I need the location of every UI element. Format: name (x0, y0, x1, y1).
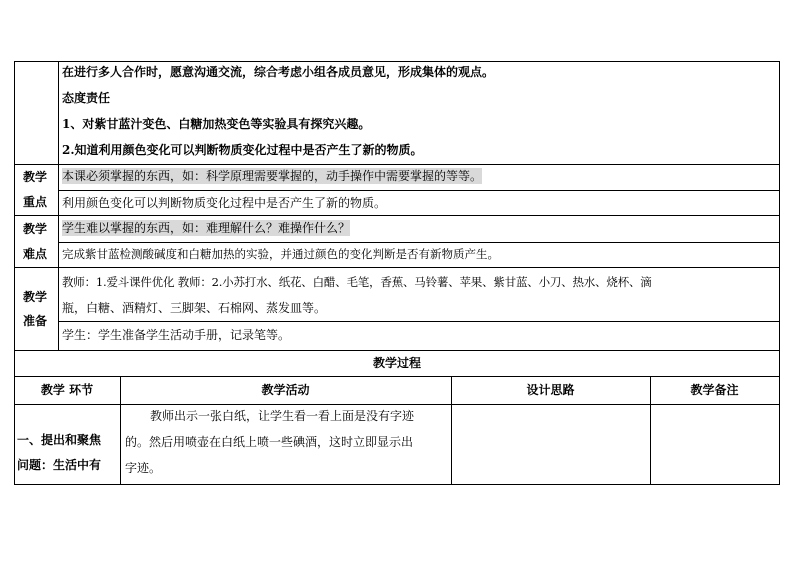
stage-line-1: 一、提出和聚焦 (17, 433, 102, 447)
header-activity: 教学活动 (261, 383, 310, 397)
key-points-label-2: 重点 (23, 195, 48, 209)
header-design: 设计思路 (526, 383, 575, 397)
preparation-student: 学生：学生准备学生活动手册，记录笔等。 (62, 328, 291, 342)
row-divider (14, 404, 780, 405)
preparation-label-2: 准备 (23, 314, 48, 328)
difficulties-label-1: 教学 (23, 222, 48, 236)
row-divider (14, 267, 780, 268)
row-divider (14, 164, 780, 165)
key-points-content: 利用颜色变化可以判断物质变化过程中是否产生了新的物质。 (62, 196, 387, 210)
activity-line-2: 的。然后用喷壶在白纸上喷一些碘酒，这时立即显示出 (125, 435, 414, 449)
attitude-heading: 态度责任 (62, 91, 111, 105)
process-title: 教学过程 (372, 356, 421, 370)
header-notes: 教学备注 (690, 383, 739, 397)
row-divider (14, 350, 780, 351)
label-column-divider (58, 61, 59, 351)
difficulties-label-2: 难点 (23, 247, 48, 261)
row-divider (58, 242, 780, 243)
row-divider (14, 376, 780, 377)
collaboration-text: 在进行多人合作时，愿意沟通交流，综合考虑小组各成员意见，形成集体的观点。 (62, 65, 495, 79)
attitude-item-2: 2.知道利用颜色变化可以判断物质变化过程中是否产生了新的物质。 (62, 143, 423, 157)
table-right-border (779, 61, 780, 485)
difficulties-content: 完成紫甘蓝检测酸碱度和白糖加热的实验，并通过颜色的变化判断是否有新物质产生。 (62, 247, 499, 261)
row-divider (14, 215, 780, 216)
preparation-teacher-line-1: 教师：1.爱斗课件优化 教师：2.小苏打水、纸花、白醋、毛笔，香蕉、马铃薯、苹果、紫甘蓝、小刀、热水、烧杯、滴 (62, 275, 652, 289)
key-points-guide: 本课必须掌握的东西，如：科学原理需要掌握的，动手操作中需要掌握的等等。 (62, 169, 483, 183)
header-stage: 教学 环节 (40, 383, 94, 397)
preparation-label-1: 教学 (23, 290, 48, 304)
difficulties-guide: 学生难以掌握的东西，如：难理解什么？难操作什么？ (62, 221, 351, 235)
preparation-teacher-line-2: 瓶，白糖、酒精灯、三脚架、石棉网、蒸发皿等。 (62, 301, 327, 315)
row-divider (58, 190, 780, 191)
activity-line-1: 教师出示一张白纸，让学生看一看上面是没有字迹 (150, 409, 415, 423)
activity-line-3: 字迹。 (125, 461, 162, 475)
attitude-item-1: 1、对紫甘蓝汁变色、白糖加热变色等实验具有探究兴趣。 (62, 117, 371, 131)
row-divider (58, 321, 780, 322)
table-left-border (14, 61, 15, 485)
table-top-border (14, 61, 780, 62)
stage-line-2: 问题：生活中有 (17, 458, 102, 472)
key-points-label-1: 教学 (23, 170, 48, 184)
table-bottom-border (14, 484, 780, 485)
